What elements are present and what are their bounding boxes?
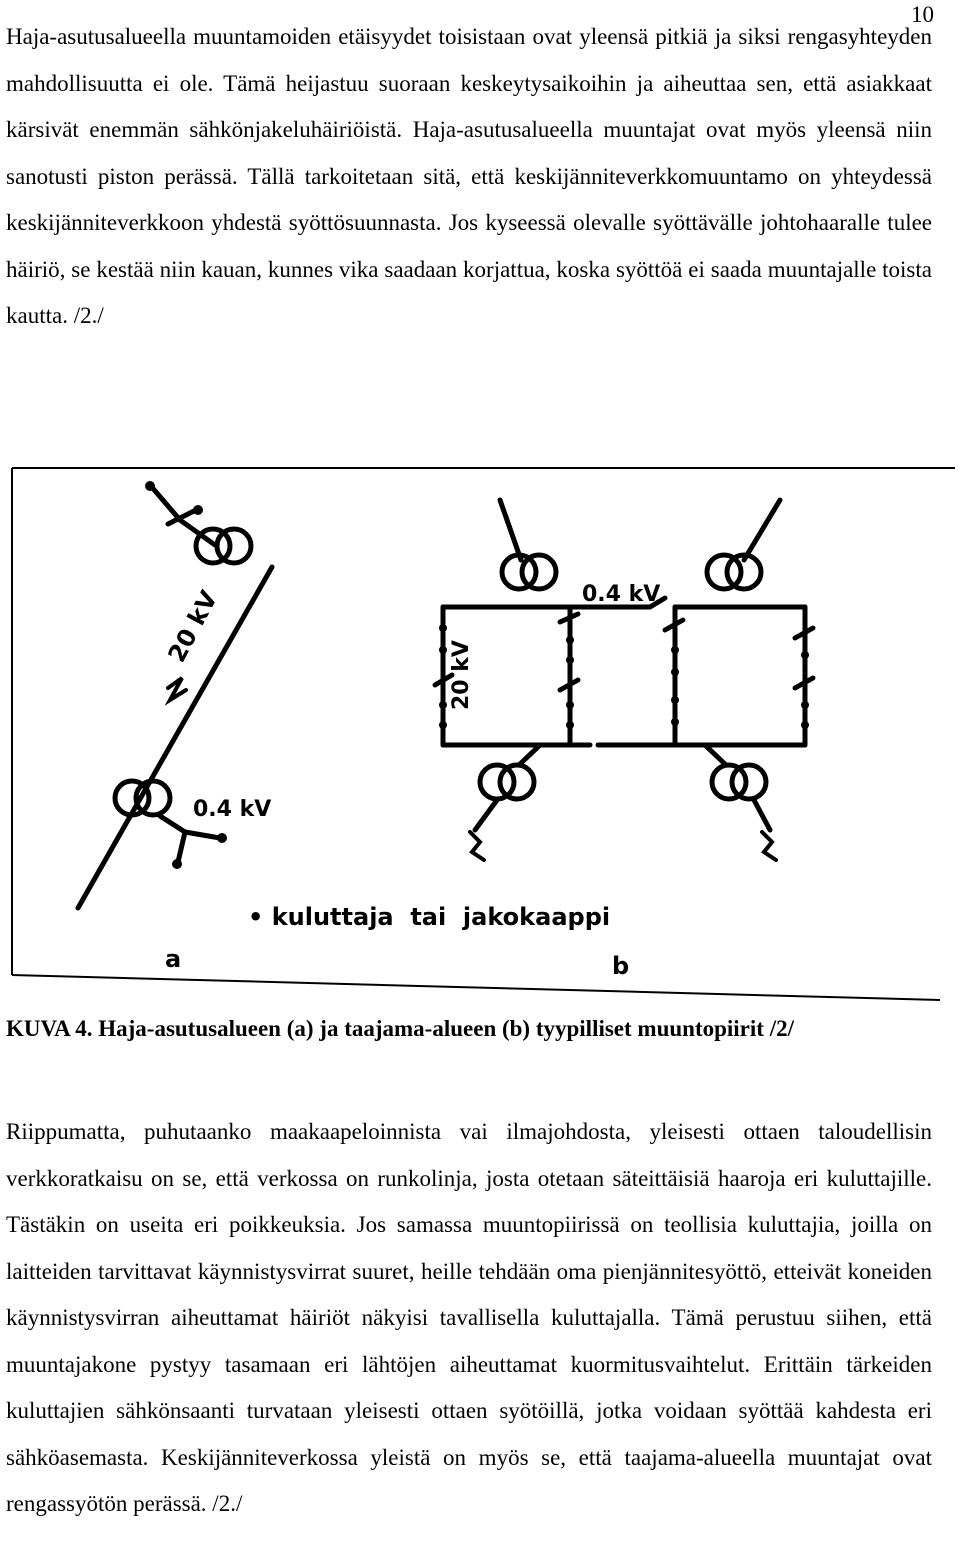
panel-b-label: b [612, 952, 630, 980]
figure-caption: KUVA 4. Haja-asutusalueen (a) ja taajama-alueen (b) tyypilliset muuntopiirit /2/ [6, 1016, 794, 1041]
transformer-circuit-figure [0, 455, 960, 1005]
legend-text: • kuluttaja tai jakokaappi [248, 903, 611, 931]
panel-b-diagram [435, 500, 813, 860]
label-04kv-a: 0.4 kV [193, 797, 272, 822]
label-20kv-b: 20 kV [449, 640, 474, 710]
panel-b-consumer-dots [439, 624, 809, 729]
label-04kv-b: 0.4 kV [582, 582, 661, 607]
body-paragraph-1: Haja-asutusalueella muuntamoiden etäisyydet toisistaan ovat yleensä pitkiä ja siksi rengasyhteyden mahdollisuutta ei ole. Tämä heijastuu suoraan keskeytysaikoihin ja aiheuttaa sen, että asiakkaat kärsivät enemmän sähkönjakeluhäiriöistä. Haja-asutusalueella muuntajat ovat myös yleensä niin sanotusti piston perässä. Tällä tarkoitetaan sitä, että keskijänniteverkkomuuntamo on yhteydessä keskijänniteverkkoon yhdestä syöttösuunnasta. Jos kyseessä olevalle syöttävälle johtohaaralle tulee häiriö, se kestää niin kauan, kunnes vika saadaan korjattua, koska syöttöä ei saada muuntajalle toista kautta. /2./ [6, 24, 932, 328]
panel-a-diagram [78, 485, 272, 908]
label-20kv-a: 20 kV [162, 586, 224, 667]
page-number: 10 [911, 2, 934, 27]
body-paragraph-2: Riippumatta, puhutaanko maakaapeloinnista vai ilmajohdosta, yleisesti ottaen taloudellisin verkkoratkaisu on se, että verkossa on runkolinja, josta otetaan säteittäisiä haaroja eri kuluttajille. Tästäkin on useita eri poikkeuksia. Jos samassa muuntopiirissä on teollisia kuluttajia, joilla on laitteiden tarvittavat käynnistysvirrat suuret, heille tehdään oma pienjännitesyöttö, etteivät koneiden käynnistysvirran aiheuttamat häiriöt näkyisi tavallisella kuluttajalla. Tämä perustuu siihen, että muuntajakone pystyy tasamaan eri lähtöjen aiheuttamat kuormitusvaihtelut. Erittäin tärkeiden kuluttajien sähkönsaanti turvataan yleisesti ottaen syötöillä, jotka voidaan syöttää kahdesta eri sähköasemasta. Keskijänniteverkossa yleistä on myös se, että taajama-alueella muuntajat ovat rengassyötön perässä. /2./ [6, 1119, 932, 1516]
panel-a-label: a [165, 945, 182, 973]
